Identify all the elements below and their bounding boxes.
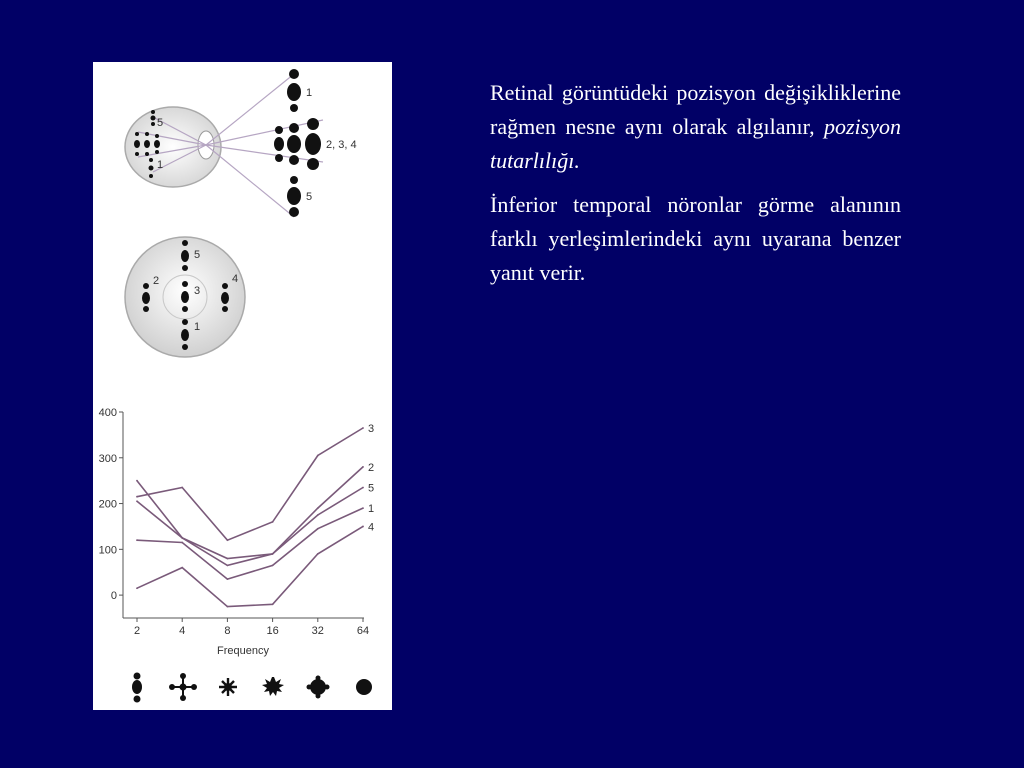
figure-panel — [93, 62, 392, 710]
projected-stimulus-234 — [274, 118, 321, 170]
paragraph1-main: Retinal görüntüdeki pozisyon değişikliklerine rağmen nesne aynı olarak algılanır, — [490, 80, 901, 140]
projection-label-1: 1 — [306, 87, 313, 99]
series-line-2 — [137, 467, 363, 566]
projected-stimulus-5 — [287, 176, 301, 217]
series-label-1: 1 — [368, 503, 375, 516]
series-lines — [136, 427, 364, 607]
frequency-chart — [99, 407, 374, 657]
series-line-4 — [137, 526, 363, 606]
series-point — [136, 480, 138, 482]
series-labels — [368, 423, 374, 533]
retinal-stimulus-234 — [134, 132, 160, 156]
slide-text — [490, 76, 901, 301]
y-tick-label: 300 — [98, 452, 117, 465]
series-point — [317, 507, 319, 509]
series-point — [181, 487, 183, 489]
projection-label-5: 5 — [306, 191, 313, 203]
x-tick-label: 4 — [179, 625, 186, 637]
paragraph-position-invariance — [490, 76, 901, 178]
projection-label-234: 2, 3, 4 — [326, 139, 357, 151]
field-label-3: 3 — [194, 285, 201, 297]
series-point — [136, 500, 138, 502]
series-point — [362, 487, 364, 489]
x-tick-label: 16 — [266, 625, 279, 637]
series-label-4: 4 — [368, 521, 375, 534]
series-point — [272, 521, 274, 523]
series-point — [317, 455, 319, 457]
field-label-4: 4 — [232, 273, 239, 285]
cross-stimulus-icon — [169, 673, 197, 701]
x-tick-label: 64 — [356, 625, 370, 637]
elongated-blob-icon — [132, 673, 142, 703]
x-tick-label: 2 — [133, 625, 141, 637]
field-label-5: 5 — [194, 249, 201, 261]
series-point — [317, 528, 319, 530]
disc-stimulus-icon — [356, 679, 372, 695]
series-point — [181, 567, 183, 569]
series-point — [362, 427, 364, 429]
series-point — [272, 603, 274, 605]
paragraph-it-neurons: İnferior temporal nöronlar görme alanının farklı yerleşimlerindeki aynı uyarana benzer yanıt verir. — [490, 192, 901, 286]
y-tick-label: 400 — [98, 407, 117, 419]
y-tick-label: 0 — [110, 590, 117, 603]
eye-label-5: 5 — [157, 117, 164, 129]
eye-diagram — [125, 69, 357, 217]
series-point — [317, 553, 319, 555]
retinal-stimulus-5 — [151, 110, 156, 126]
x-tick-label: 8 — [224, 625, 231, 637]
y-tick-label: 100 — [98, 544, 117, 557]
eye-label-1: 1 — [157, 159, 164, 171]
series-line-1 — [137, 508, 363, 579]
series-point — [227, 606, 229, 608]
projected-stimulus-1 — [287, 69, 301, 112]
series-point — [362, 507, 364, 509]
series-label-2: 2 — [368, 461, 375, 474]
series-point — [136, 587, 138, 589]
figure-svg — [93, 62, 392, 710]
series-point — [136, 496, 138, 498]
stimulus-icon-row — [132, 673, 372, 703]
series-point — [227, 578, 229, 580]
visual-field-diagram — [125, 237, 245, 357]
y-tick-label: 200 — [98, 498, 117, 511]
y-ticks — [99, 407, 123, 602]
series-point — [362, 466, 364, 468]
sunburst-stimulus-icon — [262, 677, 284, 696]
series-point — [272, 553, 274, 555]
series-label-3: 3 — [368, 423, 375, 436]
series-label-5: 5 — [368, 482, 375, 495]
series-point — [227, 558, 229, 560]
series-point — [317, 514, 319, 516]
x-axis-label: Frequency — [217, 645, 269, 657]
series-point — [181, 537, 183, 539]
series-point — [136, 539, 138, 541]
series-point — [227, 539, 229, 541]
series-point — [227, 564, 229, 566]
x-tick-label: 32 — [311, 625, 324, 637]
series-point — [362, 526, 364, 528]
paragraph1-italic-term: pozisyon tutarlılığı. — [490, 114, 901, 174]
field-label-2: 2 — [153, 275, 160, 287]
series-point — [272, 564, 274, 566]
x-ticks — [134, 618, 369, 637]
round-flower-icon — [307, 676, 330, 699]
series-point — [181, 542, 183, 544]
star-stimulus-icon — [219, 678, 237, 696]
field-label-1: 1 — [194, 321, 201, 333]
